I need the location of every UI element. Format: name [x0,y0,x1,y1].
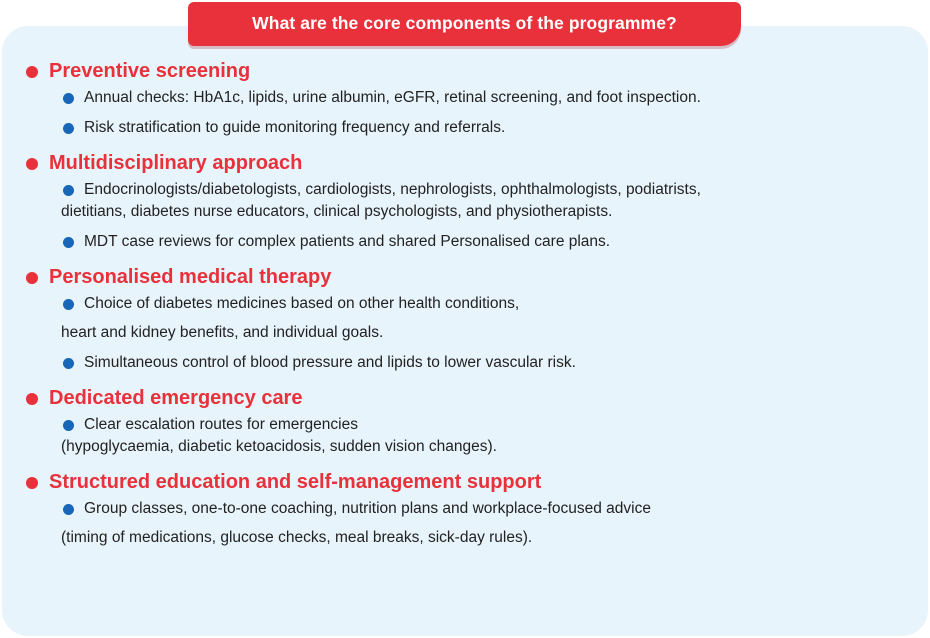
blue-bullet-icon [63,185,74,196]
blue-bullet-icon [63,93,74,104]
item-text: Clear escalation routes for emergencies [84,416,358,433]
section-title: Multidisciplinary approach [49,152,303,174]
item-text: Choice of diabetes medicines based on other health conditions, [84,295,520,312]
sections-container [24,58,904,560]
section-structured-education [24,469,904,549]
header-title: What are the core components of the programme? [188,2,741,46]
section-title: Dedicated emergency care [49,387,303,409]
item-text: Annual checks: HbA1c, lipids, urine albumin, eGFR, retinal screening, and foot inspection. [84,89,701,106]
item-text: MDT case reviews for complex patients and shared Personalised care plans. [84,233,611,250]
section-preventive-screening [24,58,904,139]
section-title: Preventive screening [49,60,251,82]
red-bullet-icon [26,477,38,489]
red-bullet-icon [26,158,38,170]
blue-bullet-icon [63,358,74,369]
list-item [61,117,904,139]
list-item [61,231,904,253]
item-text-continued: (timing of medications, glucose checks, meal breaks, sick-day rules). [61,529,533,546]
section-personalised-medical-therapy [24,264,904,374]
section-multidisciplinary-approach [24,150,904,253]
item-list [24,414,904,458]
section-dedicated-emergency-care [24,385,904,458]
section-title: Personalised medical therapy [49,266,332,288]
blue-bullet-icon [63,299,74,310]
item-text: Endocrinologists/diabetologists, cardiologists, nephrologists, ophthalmologists, podiatrists, [84,181,701,198]
list-item [61,293,904,344]
blue-bullet-icon [63,123,74,134]
list-item [61,414,904,458]
item-text: Simultaneous control of blood pressure and lipids to lower vascular risk. [84,354,576,371]
red-bullet-icon [26,66,38,78]
red-bullet-icon [26,393,38,405]
item-list [24,179,904,253]
item-list [24,498,904,549]
list-item [61,352,904,374]
item-text-continued: dietitians, diabetes nurse educators, clinical psychologists, and physiotherapists. [61,203,613,220]
item-list [24,87,904,139]
item-text: Group classes, one-to-one coaching, nutrition plans and workplace-focused advice [84,500,651,517]
list-item [61,87,904,109]
section-title: Structured education and self-management support [49,471,542,493]
red-bullet-icon [26,272,38,284]
item-list [24,293,904,374]
blue-bullet-icon [63,420,74,431]
item-text-continued: heart and kidney benefits, and individual goals. [61,324,384,341]
item-text: Risk stratification to guide monitoring frequency and referrals. [84,119,506,136]
list-item [61,179,904,223]
item-text-continued: (hypoglycaemia, diabetic ketoacidosis, sudden vision changes). [61,438,497,455]
blue-bullet-icon [63,504,74,515]
blue-bullet-icon [63,237,74,248]
list-item [61,498,904,549]
